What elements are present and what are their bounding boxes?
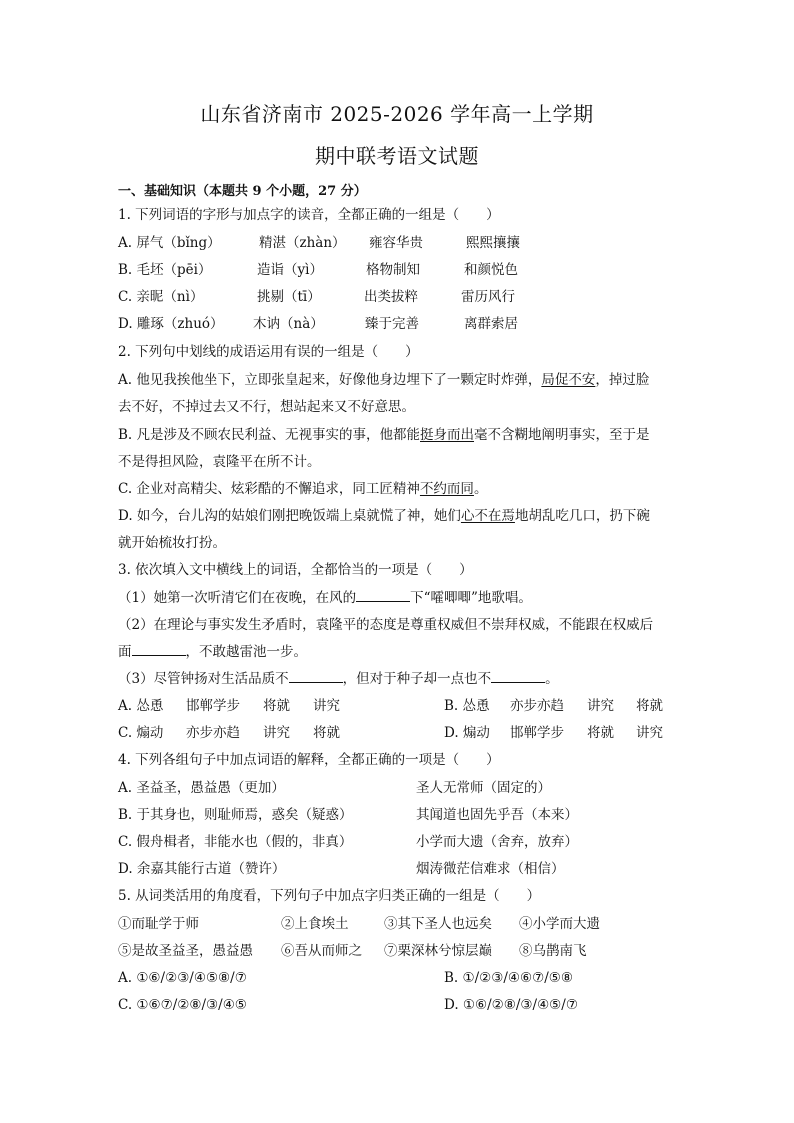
fill-blank: [289, 670, 343, 683]
q4-option-b-2: 其闻道也固先乎吾（本来）: [416, 807, 578, 823]
fill-blank: [491, 670, 545, 683]
q3-option-a-2: 邯郸学步: [186, 698, 240, 714]
q3-option-b-4: 将就: [636, 698, 663, 714]
q3-option-b-2: 亦步亦趋: [510, 698, 564, 714]
q1-option-c-4: 雷历风行: [461, 289, 515, 305]
q1-option-d-4: 离群索居: [464, 316, 518, 332]
q5-item-1: ①而耻学于师: [118, 916, 199, 932]
question-4-stem: 4. 下列各组句子中加点词语的解释，全都正确的一项是（ ）: [118, 752, 500, 768]
underlined-idiom: 局促不安: [541, 372, 596, 388]
q3-option-a-1: A. 怂恿: [118, 698, 164, 714]
fill-blank: [356, 589, 410, 602]
q4-option-a-1: A. 圣益圣，愚益愚（更加）: [118, 780, 285, 796]
q5-option-d: D. ①⑥/②⑧/③/④⑤/⑦: [444, 997, 578, 1013]
q1-option-a-1: A. 屏气（bǐng）: [118, 235, 221, 251]
q5-item-8: ⑧乌鹊南飞: [519, 943, 587, 959]
q3-option-b-1: B. 怂恿: [444, 698, 490, 714]
question-2-stem: 2. 下列句中划线的成语运用有误的一组是（ ）: [118, 344, 419, 360]
q5-item-6: ⑥吾从而师之: [281, 943, 362, 959]
question-3-stem: 3. 依次填入文中横线上的词语，全都恰当的一项是（ ）: [118, 562, 473, 578]
q5-item-2: ②上食埃土: [281, 916, 349, 932]
underlined-idiom: 挺身而出: [420, 427, 475, 443]
q3-option-d-3: 将就: [587, 725, 614, 741]
question-1-stem: 1. 下列词语的字形与加点字的读音，全都正确的一组是（ ）: [118, 207, 500, 223]
q2-option-b: B. 凡是涉及不顾农民利益、无视事实的事，他都能挺身而出毫不含糊地阐明事实，至于是: [118, 427, 650, 443]
q3-option-c-4: 将就: [313, 725, 340, 741]
q1-option-a-3: 雍容华贵: [369, 235, 423, 251]
q3-option-a-3: 将就: [263, 698, 290, 714]
q3-sentence-1: （1）她第一次听清它们在夜晚，在风的 下“嚯唧唧”地歌唱。: [118, 590, 532, 606]
q1-option-b-4: 和颜悦色: [464, 262, 518, 278]
q3-option-b-3: 讲究: [587, 698, 614, 714]
q1-option-c-3: 出类拔粹: [364, 289, 418, 305]
exam-title-line1: 山东省济南市 2025-2026 学年高一上学期: [200, 102, 594, 126]
q5-option-a: A. ①⑥/②③/④⑤⑧/⑦: [118, 970, 247, 986]
q4-option-c-1: C. 假舟楫者，非能水也（假的，非真）: [118, 834, 353, 850]
q3-option-c-3: 讲究: [263, 725, 290, 741]
underlined-idiom: 不约而同: [419, 481, 474, 497]
q2-option-d: D. 如今，台儿沟的姑娘们刚把晚饭端上桌就慌了神，她们心不在焉地胡乱吃几口，扔下碗: [118, 508, 650, 524]
q1-option-d-1: D. 雕琢（zhuó）: [118, 316, 224, 332]
fill-blank: [132, 643, 186, 656]
q3-option-d-1: D. 煽动: [444, 725, 490, 741]
q4-option-d-2: 烟涛微茫信难求（相信）: [416, 861, 565, 877]
q1-option-b-2: 造诣（yì）: [257, 262, 323, 278]
q1-option-b-1: B. 毛坯（pēi）: [118, 262, 212, 278]
q1-option-d-2: 木讷（nà）: [253, 316, 324, 332]
q5-item-7: ⑦栗深林兮惊层巅: [384, 943, 492, 959]
q5-option-b: B. ①/②③/④⑥⑦/⑤⑧: [444, 970, 573, 986]
q5-item-5: ⑤是故圣益圣，愚益愚: [118, 943, 253, 959]
q2-option-a: A. 他见我挨他坐下，立即张皇起来，好像他身边埋下了一颗定时炸弹，局促不安，掉过脸: [118, 372, 650, 388]
q3-option-c-1: C. 煽动: [118, 725, 164, 741]
q4-option-c-2: 小学而大遗（舍弃，放弃）: [416, 834, 578, 850]
q2-option-a-cont: 去不好，不掉过去又不行，想站起来又不好意思。: [118, 399, 415, 415]
q1-option-b-3: 格物制知: [366, 262, 420, 278]
q3-sentence-3: （3）尽管钟扬对生活品质不 ，但对于种子却一点也不 。: [118, 671, 559, 687]
exam-title-line2: 期中联考语文试题: [315, 144, 479, 168]
underlined-idiom: 心不在焉: [460, 508, 515, 524]
q3-option-c-2: 亦步亦趋: [186, 725, 240, 741]
q1-option-d-3: 臻于完善: [365, 316, 419, 332]
q3-option-a-4: 讲究: [313, 698, 340, 714]
q3-sentence-2: （2）在理论与事实发生矛盾时，袁隆平的态度是尊重权威但不崇拜权威，不能跟在权威后: [118, 617, 654, 633]
q1-option-c-2: 挑剔（tī）: [257, 289, 321, 305]
q4-option-b-1: B. 于其身也，则耻师焉，惑矣（疑惑）: [118, 807, 353, 823]
q4-option-a-2: 圣人无常师（固定的）: [416, 780, 551, 796]
q5-option-c: C. ①⑥⑦/②⑧/③/④⑤: [118, 997, 247, 1013]
q3-sentence-2-cont: 面 ，不敢越雷池一步。: [118, 644, 307, 660]
q2-option-d-cont: 就开始梳妆打扮。: [118, 535, 226, 551]
q1-option-a-2: 精湛（zhàn）: [259, 235, 346, 251]
q1-option-c-1: C. 亲昵（nì）: [118, 289, 204, 305]
q4-option-d-1: D. 余嘉其能行古道（赞许）: [118, 861, 286, 877]
section-heading: 一、基础知识（本题共 9 个小题，27 分）: [118, 184, 367, 199]
q3-option-d-4: 讲究: [636, 725, 663, 741]
question-5-stem: 5. 从词类活用的角度看，下列句子中加点字归类正确的一组是（ ）: [118, 888, 541, 904]
q3-option-d-2: 邯郸学步: [510, 725, 564, 741]
q5-item-4: ④小学而大遗: [519, 916, 600, 932]
q2-option-b-cont: 不是得担风险，袁隆平在所不计。: [118, 454, 321, 470]
q2-option-c: C. 企业对高精尖、炫彩酷的不懈追求，同工匠精神不约而同。: [118, 481, 488, 497]
q5-item-3: ③其下圣人也远矣: [384, 916, 492, 932]
q1-option-a-4: 熙熙攘攘: [466, 235, 520, 251]
